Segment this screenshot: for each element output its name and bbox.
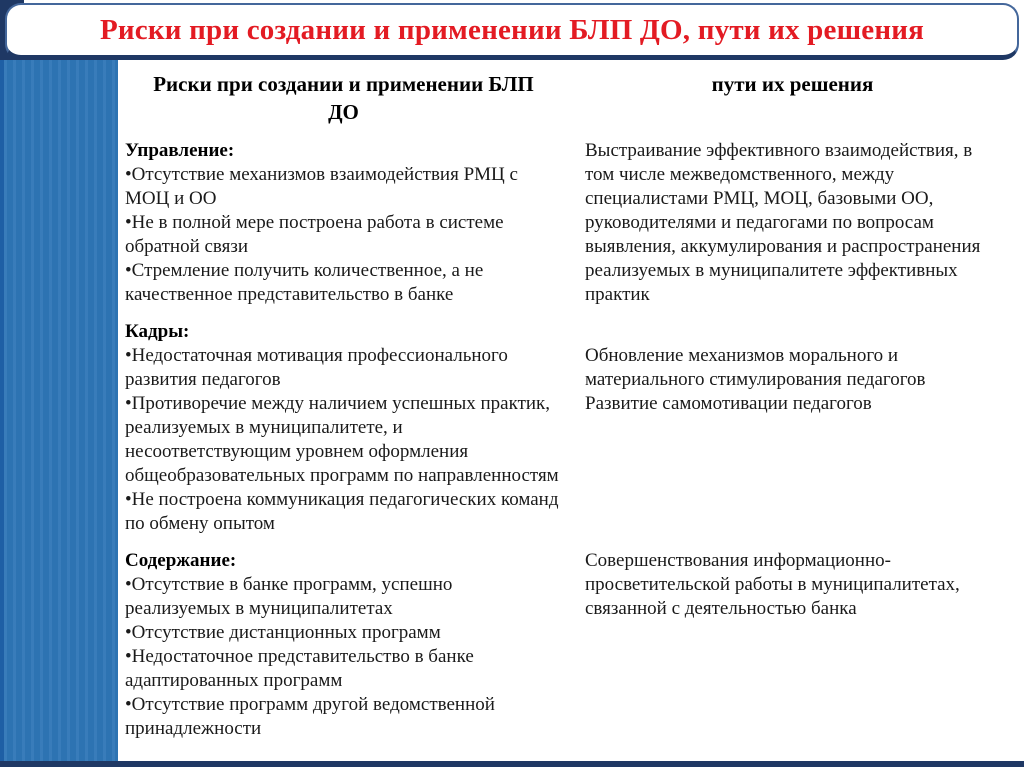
section-heading: Кадры:	[125, 321, 190, 342]
risk-bullet: • Отсутствие механизмов взаимодействия РМЦ с МОЦ и ОО	[125, 163, 562, 211]
risk-bullet: • Недостаточная мотивация профессионального развития педагогов	[125, 344, 562, 392]
column-header-solutions: пути их решения	[711, 72, 874, 96]
bottom-bar	[0, 761, 1024, 767]
solutions-cell-staff	[585, 320, 1000, 536]
slide-title: Риски при создании и применении БЛП ДО, пути их решения	[99, 13, 925, 46]
solution-text: Совершенствования информационно-просветительской работы в муниципалитетах, связанной с деятельностью банка	[585, 550, 960, 619]
solutions-cell-content	[585, 549, 1000, 741]
solution-text: Выстраивание эффективного взаимодействия, в том числе межведомственного, между специалистами РМЦ, МОЦ, базовыми ОО, руководителями и педагогами по вопросам выявления, аккумулирования и распространения реализуемых в муниципалитете эффективных практик	[585, 140, 981, 305]
risk-bullet: • Противоречие между наличием успешных практик, реализуемых в муниципалитете, и несоответствующим уровнем оформления общеобразовательных программ по направленностям	[125, 392, 562, 488]
title-banner	[5, 3, 1019, 60]
section-heading: Содержание:	[125, 550, 237, 571]
risk-bullet: • Недостаточное представительство в банке адаптированных программ	[125, 645, 562, 693]
solution-text: Обновление механизмов морального и материального стимулирования педагогов	[585, 345, 926, 390]
section-heading: Управление:	[125, 140, 235, 161]
column-header-risks: Риски при создании и применении БЛП ДО	[153, 72, 534, 124]
left-accent-strip	[0, 60, 118, 761]
risks-solutions-table	[125, 70, 1000, 741]
risk-bullet: • Не в полной мере построена работа в системе обратной связи	[125, 211, 562, 259]
solution-text: Развитие самомотивации педагогов	[585, 393, 872, 414]
risks-cell-staff	[125, 320, 562, 536]
risks-cell-content	[125, 549, 562, 741]
risk-bullet: • Отсутствие дистанционных программ	[125, 621, 562, 645]
risk-bullet: • Отсутствие в банке программ, успешно реализуемых в муниципалитетах	[125, 573, 562, 621]
risk-bullet: • Не построена коммуникация педагогических команд по обмену опытом	[125, 488, 562, 536]
risks-cell-management	[125, 139, 562, 307]
risk-bullet: • Отсутствие программ другой ведомственной принадлежности	[125, 693, 562, 741]
solutions-cell-management	[585, 139, 1000, 307]
risk-bullet: • Стремление получить количественное, а не качественное представительство в банке	[125, 259, 562, 307]
